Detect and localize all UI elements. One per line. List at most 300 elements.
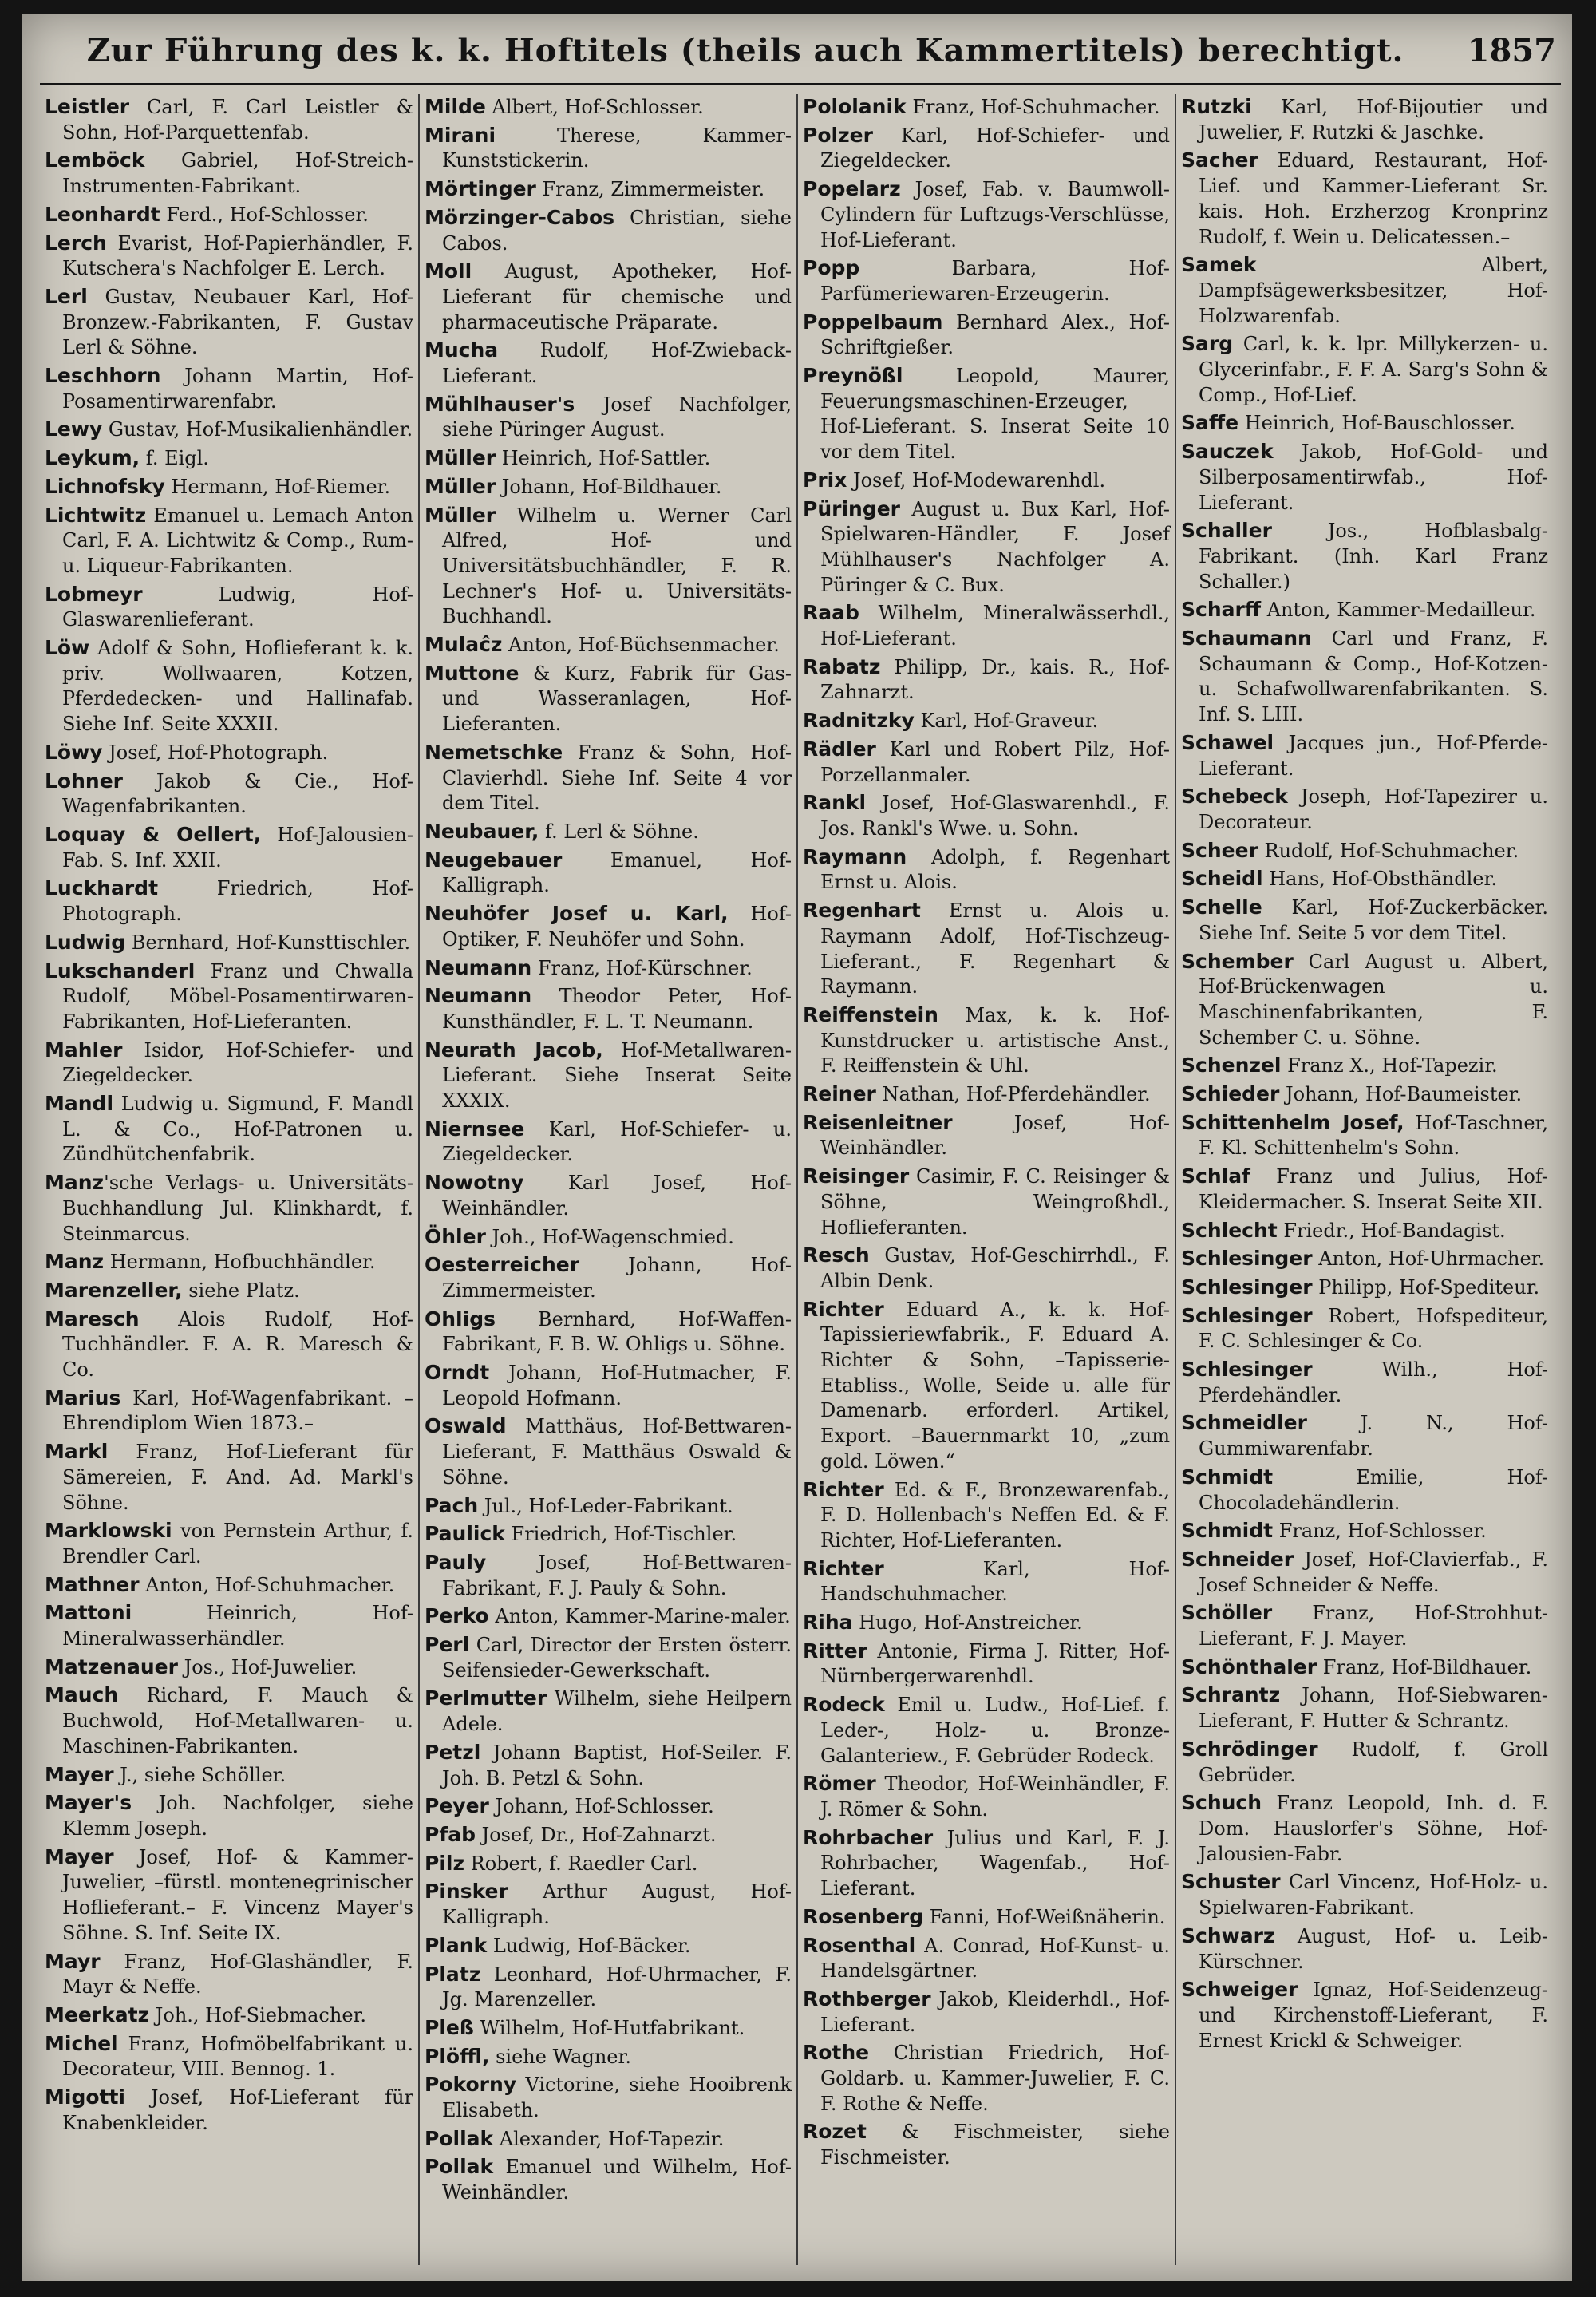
directory-entry bbox=[1181, 1737, 1548, 1788]
entry-text: Hermann, Hof-Riemer. bbox=[164, 475, 391, 498]
entry-text: Franz und Julius, Hof-Kleidermacher. S. Inserat Seite XII. bbox=[1199, 1165, 1548, 1213]
directory-entry bbox=[1181, 252, 1548, 329]
entry-text: Leopold, Maurer, Feuerungsmaschinen-Erzeuger, Hof-Lieferant. S. Inserat Seite 10 vor dem Titel. bbox=[820, 365, 1170, 464]
directory-entry bbox=[45, 2031, 413, 2082]
directory-entry bbox=[45, 1762, 413, 1789]
column-2 bbox=[418, 94, 796, 2265]
entry-name: Römer bbox=[803, 1772, 876, 1796]
entry-name: Sacher bbox=[1181, 148, 1258, 172]
directory-entry bbox=[425, 1117, 792, 1168]
directory-entry bbox=[425, 1252, 792, 1303]
entry-name: Riha bbox=[803, 1611, 853, 1635]
entry-text: Ludwig, Hof-Bäcker. bbox=[487, 1934, 691, 1957]
entry-text: Hugo, Hof-Anstreicher. bbox=[852, 1611, 1083, 1635]
entry-name: Leonhardt bbox=[45, 202, 160, 226]
entry-text: Theodor Peter, Hof-Kunsthändler, F. L. T. Neumann. bbox=[442, 985, 792, 1033]
entry-text: Johann Baptist, Hof-Seiler. F. Joh. B. Petzl & Sohn. bbox=[442, 1741, 792, 1789]
directory-entry bbox=[1181, 626, 1548, 728]
entry-name: Schlesinger bbox=[1181, 1275, 1313, 1299]
entry-text: Friedr., Hof-Bandagist. bbox=[1277, 1219, 1506, 1242]
directory-entry bbox=[45, 2085, 413, 2136]
entry-text: Nathan, Hof-Pferdehändler. bbox=[875, 1083, 1151, 1106]
directory-entry bbox=[1181, 94, 1548, 145]
directory-entry bbox=[45, 363, 413, 414]
directory-entry bbox=[803, 94, 1170, 121]
directory-page bbox=[22, 14, 1572, 2281]
entry-name: Peyer bbox=[425, 1794, 489, 1818]
entry-text: Franz, Hof-Lieferant für Sämereien, F. And. Ad. Markl's Söhne. bbox=[62, 1441, 413, 1514]
entry-text: Barbara, Hof-Parfümeriewaren-Erzeugerin. bbox=[820, 257, 1170, 305]
directory-entry bbox=[803, 1904, 1170, 1931]
directory-entry bbox=[45, 959, 413, 1035]
entry-name: Schuch bbox=[1181, 1791, 1262, 1815]
directory-entry bbox=[45, 1170, 413, 1247]
entry-text: Karl, Hof-Wagenfabrikant. –Ehrendiplom Wien 1873.– bbox=[62, 1386, 413, 1435]
directory-entry bbox=[45, 1572, 413, 1599]
entry-name: Marenzeller, bbox=[45, 1278, 183, 1302]
entry-text: Hof-Metallwaren-Lieferant. Siehe Inserat Seite XXXIX. bbox=[442, 1038, 792, 1113]
entry-text: Franz, Hof-Schlosser. bbox=[1273, 1520, 1487, 1543]
directory-entry bbox=[425, 2044, 792, 2070]
entry-text: Christian, siehe Cabos. bbox=[442, 206, 792, 255]
directory-entry bbox=[425, 1413, 792, 1490]
directory-entry bbox=[803, 708, 1170, 734]
entry-text: Eduard, Restaurant, Hof-Lief. und Kammer-Lieferant Sr. kais. Hoh. Erzherzog Kronprinz Rudolf, f. Wein u. Delicatessen.– bbox=[1199, 149, 1548, 248]
entry-text: Emilie, Hof-Chocoladehändlerin. bbox=[1199, 1465, 1548, 1514]
column-4 bbox=[1175, 94, 1553, 2265]
entry-text: Karl, Hof-Graveur. bbox=[914, 710, 1099, 733]
entry-text: Johann, Hof-Schlosser. bbox=[488, 1795, 714, 1818]
entry-text: Karl und Robert Pilz, Hof-Porzellanmaler. bbox=[820, 737, 1170, 786]
directory-entry bbox=[803, 1110, 1170, 1161]
entry-name: Müller bbox=[425, 474, 496, 498]
entry-text: Joh., Hof-Siebmacher. bbox=[149, 2003, 366, 2026]
directory-entry bbox=[425, 1632, 792, 1683]
directory-entry bbox=[1181, 597, 1548, 623]
entry-text: Josef, Hof-Glaswarenhdl., F. Jos. Rankl's Wwe. u. Sohn. bbox=[820, 792, 1170, 840]
directory-entry bbox=[803, 1477, 1170, 1554]
entry-text: Jul., Hof-Leder-Fabrikant. bbox=[478, 1494, 733, 1517]
page-header bbox=[22, 14, 1572, 85]
entry-name: Löw bbox=[45, 636, 90, 660]
entry-name: Richter bbox=[803, 1297, 884, 1321]
directory-entry bbox=[425, 1550, 792, 1601]
directory-entry bbox=[425, 1879, 792, 1930]
directory-entry bbox=[425, 1686, 792, 1737]
entry-name: Reiner bbox=[803, 1082, 876, 1106]
entry-text: Karl, Hof-Handschuhmacher. bbox=[820, 1557, 1170, 1606]
directory-entry bbox=[425, 259, 792, 335]
entry-name: Pilz bbox=[425, 1851, 465, 1875]
directory-entry bbox=[425, 1493, 792, 1520]
entry-name: Schlesinger bbox=[1181, 1247, 1313, 1271]
entry-name: Maresch bbox=[45, 1307, 140, 1330]
entry-text: August, Apotheker, Hof-Lieferant für chemische und pharmaceutische Präparate. bbox=[442, 260, 792, 334]
entry-name: Schrantz bbox=[1181, 1683, 1281, 1707]
entry-name: Pleß bbox=[425, 2015, 474, 2039]
entry-name: Mörzinger-Cabos bbox=[425, 205, 615, 229]
entry-name: Mörtinger bbox=[425, 177, 536, 201]
entry-name: Pinsker bbox=[425, 1880, 508, 1904]
directory-entry bbox=[1181, 1869, 1548, 1920]
entry-name: Nowotny bbox=[425, 1171, 524, 1195]
directory-entry bbox=[803, 1639, 1170, 1690]
entry-text: Anton, Kammer-Medailleur. bbox=[1261, 599, 1536, 622]
entry-name: Schlecht bbox=[1181, 1218, 1278, 1242]
directory-entry bbox=[1181, 1518, 1548, 1544]
entry-name: Reiffenstein bbox=[803, 1002, 938, 1026]
entry-text: Emanuel u. Lemach Anton Carl, F. A. Lichtwitz & Comp., Rum- u. Liqueur-Fabrikanten. bbox=[62, 504, 413, 577]
entry-name: Mathner bbox=[45, 1572, 140, 1596]
directory-entry bbox=[1181, 518, 1548, 595]
entry-name: Niernsee bbox=[425, 1117, 525, 1141]
column-1 bbox=[40, 94, 418, 2265]
entry-text: Franz, Hofmöbelfabrikant u. Decorateur, VIII. Bennog. 1. bbox=[62, 2032, 413, 2081]
entry-text: Hans, Hof-Obsthändler. bbox=[1262, 868, 1497, 891]
entry-text: Joh. Nachfolger, siehe Klemm Joseph. bbox=[62, 1792, 413, 1840]
entry-name: Neugebauer bbox=[425, 848, 563, 872]
directory-entry bbox=[1181, 1303, 1548, 1354]
directory-entry bbox=[425, 1603, 792, 1630]
directory-entry bbox=[45, 1655, 413, 1681]
entry-name: Sauczek bbox=[1181, 440, 1274, 464]
directory-entry bbox=[425, 503, 792, 631]
entry-text: Emanuel und Wilhelm, Hof-Weinhändler. bbox=[442, 2156, 792, 2204]
directory-entry bbox=[425, 1307, 792, 1358]
directory-entry bbox=[45, 822, 413, 873]
entry-name: Nemetschke bbox=[425, 740, 563, 764]
entry-text: Carl, k. k. lpr. Millykerzen- u. Glycerinfabr., F. F. A. Sarg's Sohn & Comp., Hof-Lief. bbox=[1199, 333, 1548, 406]
directory-entry bbox=[425, 1360, 792, 1411]
directory-entry bbox=[45, 474, 413, 500]
directory-entry bbox=[425, 901, 792, 952]
entry-name: Pollak bbox=[425, 2126, 494, 2150]
directory-columns bbox=[40, 94, 1555, 2265]
entry-text: Ernst u. Alois u. Raymann Adolf, Hof-Tischzeug-Lieferant., F. Regenhart & Raymann. bbox=[820, 899, 1170, 998]
directory-entry bbox=[803, 1081, 1170, 1108]
directory-entry bbox=[1181, 1547, 1548, 1598]
entry-text: Jos., Hofblasbalg-Fabrikant. (Inh. Karl Franz Schaller.) bbox=[1199, 520, 1548, 593]
entry-text: siehe Platz. bbox=[182, 1279, 300, 1302]
directory-entry bbox=[1181, 1977, 1548, 2054]
entry-text: Bernhard, Hof-Kunsttischler. bbox=[125, 931, 411, 954]
directory-entry bbox=[1181, 866, 1548, 892]
directory-entry bbox=[45, 1682, 413, 1759]
entry-text: von Pernstein Arthur, f. Brendler Carl. bbox=[62, 1520, 413, 1568]
entry-text: Anton, Hof-Büchsenmacher. bbox=[502, 634, 780, 657]
entry-name: Muttone bbox=[425, 661, 519, 685]
directory-entry bbox=[45, 635, 413, 737]
entry-name: Ludwig bbox=[45, 930, 126, 954]
entry-name: Öhler bbox=[425, 1224, 486, 1248]
entry-text: Ludwig, Hof-Glaswarenlieferant. bbox=[62, 583, 413, 631]
entry-text: Franz, Hof-Glashändler, F. Mayr & Neffe. bbox=[62, 1950, 413, 1999]
entry-text: Carl und Franz, F. Schaumann & Comp., Hof-Kotzen- u. Schafwollwarenfabrikanten. S. Inf. S. LIII. bbox=[1199, 627, 1548, 726]
entry-text: Julius und Karl, F. J. Rohrbacher, Wagenfab., Hof-Lieferant. bbox=[820, 1826, 1170, 1900]
entry-name: Schlesinger bbox=[1181, 1303, 1313, 1327]
entry-text: A. Conrad, Hof-Kunst- u. Handelsgärtner. bbox=[820, 1934, 1170, 1983]
entry-text: Ferd., Hof-Schlosser. bbox=[160, 203, 369, 226]
directory-entry bbox=[45, 503, 413, 579]
directory-entry bbox=[803, 2119, 1170, 2170]
entry-name: Mayer bbox=[45, 1762, 114, 1786]
directory-entry bbox=[803, 1987, 1170, 2038]
entry-text: Therese, Kammer-Kunststickerin. bbox=[442, 124, 792, 172]
entry-name: Rodeck bbox=[803, 1693, 885, 1717]
entry-text: Joseph, Hof-Tapezirer u. Decorateur. bbox=[1199, 785, 1548, 833]
entry-name: Platz bbox=[425, 1962, 481, 1986]
entry-name: Scheidl bbox=[1181, 867, 1263, 891]
entry-text: Karl, Hof-Schiefer- und Ziegeldecker. bbox=[820, 124, 1170, 172]
directory-entry bbox=[803, 654, 1170, 706]
entry-text: Carl, Director der Ersten österr. Seifensieder-Gewerkschaft. bbox=[442, 1634, 792, 1682]
directory-entry bbox=[1181, 1465, 1548, 1516]
entry-text: siehe Wagner. bbox=[489, 2045, 631, 2068]
entry-text: Alois Rudolf, Hof-Tuchhändler. F. A. R. Maresch & Co. bbox=[62, 1307, 413, 1382]
entry-name: Reisenleitner bbox=[803, 1110, 953, 1134]
directory-entry bbox=[45, 2002, 413, 2029]
directory-entry bbox=[425, 1933, 792, 1959]
entry-name: Neuhöfer Josef u. Karl, bbox=[425, 902, 729, 926]
entry-name: Schuster bbox=[1181, 1870, 1281, 1894]
entry-text: Wilhelm u. Werner Carl Alfred, Hof- und Universitätsbuchhändler, F. R. Lechner's Hof- u. Universitäts-Buchhandl. bbox=[442, 504, 792, 628]
entry-text: Josef Nachfolger, siehe Püringer August. bbox=[442, 393, 792, 441]
directory-entry bbox=[803, 123, 1170, 174]
entry-name: Mandl bbox=[45, 1092, 114, 1116]
header-rule bbox=[40, 83, 1561, 85]
entry-text: Hof-Optiker, F. Neuhöfer und Sohn. bbox=[442, 903, 792, 951]
entry-name: Luckhardt bbox=[45, 876, 159, 900]
entry-name: Rankl bbox=[803, 791, 867, 815]
directory-entry bbox=[1181, 1410, 1548, 1461]
entry-name: Manz bbox=[45, 1250, 105, 1274]
entry-name: Radnitzky bbox=[803, 709, 915, 733]
entry-text: Jos., Hof-Juwelier. bbox=[177, 1655, 358, 1678]
entry-name: Schneider bbox=[1181, 1547, 1294, 1571]
directory-entry bbox=[1181, 1053, 1548, 1079]
entry-name: Scheer bbox=[1181, 838, 1258, 862]
entry-name: Mayer's bbox=[45, 1791, 132, 1815]
entry-text: Ed. & F., Bronzewarenfab., F. D. Hollenbach's Neffen Ed. & F. Richter, Hof-Lieferanten. bbox=[820, 1478, 1170, 1552]
entry-text: Anton, Kammer-Marine-maler. bbox=[488, 1605, 791, 1628]
entry-name: Oesterreicher bbox=[425, 1253, 580, 1277]
entry-name: Leykum, bbox=[45, 446, 140, 470]
entry-name: Schaumann bbox=[1181, 627, 1312, 650]
entry-name: Pollak bbox=[425, 2155, 494, 2179]
entry-name: Lobmeyr bbox=[45, 582, 143, 606]
page-title: Zur Führung des k. k. Hoftitels (theils auch Kammertitels) berechtigt. bbox=[86, 32, 1404, 69]
directory-entry bbox=[803, 310, 1170, 361]
entry-name: Schlesinger bbox=[1181, 1358, 1313, 1382]
entry-text: August, Hof- u. Leib-Kürschner. bbox=[1199, 1924, 1548, 1973]
entry-name: Moll bbox=[425, 259, 472, 283]
entry-name: Rutzki bbox=[1181, 95, 1252, 118]
entry-name: Schebeck bbox=[1181, 785, 1288, 808]
entry-name: Regenhart bbox=[803, 899, 921, 923]
directory-entry bbox=[425, 1038, 792, 1114]
entry-name: Schöller bbox=[1181, 1601, 1273, 1625]
entry-name: Pokorny bbox=[425, 2073, 517, 2097]
directory-entry bbox=[803, 176, 1170, 253]
entry-text: Josef, Hof-Lieferant für Knabenkleider. bbox=[62, 2086, 413, 2134]
entry-name: Schenzel bbox=[1181, 1054, 1282, 1077]
entry-text: Bernhard Alex., Hof-Schriftgießer. bbox=[820, 310, 1170, 359]
directory-entry bbox=[1181, 1357, 1548, 1408]
entry-name: Ohligs bbox=[425, 1307, 496, 1330]
directory-entry bbox=[425, 632, 792, 658]
directory-entry bbox=[1181, 1246, 1548, 1272]
entry-text: Johann, Hof-Zimmermeister. bbox=[442, 1254, 792, 1302]
entry-text: Franz Leopold, Inh. d. F. Dom. Hauslorfer's Söhne, Hof-Jalousien-Fabr. bbox=[1199, 1792, 1548, 1865]
entry-name: Mulaĉz bbox=[425, 633, 503, 657]
directory-entry bbox=[803, 1297, 1170, 1475]
directory-entry bbox=[1181, 331, 1548, 408]
entry-text: Heinrich, Hof-Bauschlosser. bbox=[1238, 412, 1515, 435]
directory-entry bbox=[803, 1933, 1170, 1984]
entry-text: Johann Martin, Hof-Posamentirwarenfabr. bbox=[62, 365, 413, 413]
directory-entry bbox=[425, 474, 792, 500]
entry-name: Püringer bbox=[803, 496, 900, 520]
entry-text: Eduard A., k. k. Hof-Tapissieriewfabrik., F. Eduard A. Richter & Sohn, –Tapisserie-Etabliss., Wolle, Seide u. alle für Damenarb. erforderl. Artikel, Export. –Bauernmarkt 10, „zum gold. Löwen.“ bbox=[820, 1298, 1170, 1473]
entry-name: Pach bbox=[425, 1493, 479, 1517]
entry-name: Migotti bbox=[45, 2085, 125, 2109]
entry-text: Carl August u. Albert, Hof-Brückenwagen u. Maschinenfabrikanten, F. Schember C. u. Söhne. bbox=[1199, 950, 1548, 1049]
entry-text: Evarist, Hof-Papierhändler, F. Kutschera's Nachfolger E. Lerch. bbox=[62, 231, 413, 280]
directory-entry bbox=[425, 2072, 792, 2123]
entry-name: Mucha bbox=[425, 338, 499, 362]
directory-entry bbox=[803, 363, 1170, 465]
entry-name: Schieder bbox=[1181, 1082, 1280, 1106]
entry-text: Alexander, Hof-Tapezir. bbox=[493, 2127, 725, 2150]
directory-entry bbox=[45, 231, 413, 282]
entry-name: Mirani bbox=[425, 123, 496, 147]
entry-text: Josef, Hof-Bettwaren-Fabrikant, F. J. Pauly & Sohn. bbox=[442, 1551, 792, 1599]
directory-entry bbox=[45, 1386, 413, 1437]
entry-text: Josef, Dr., Hof-Zahnarzt. bbox=[475, 1824, 717, 1846]
entry-text: Albert, Dampfsägewerksbesitzer, Hof-Holzwarenfab. bbox=[1199, 254, 1548, 327]
directory-entry bbox=[425, 392, 792, 443]
entry-name: Pfab bbox=[425, 1823, 476, 1846]
entry-name: Saffe bbox=[1181, 411, 1239, 435]
entry-text: Karl, Hof-Bijoutier und Juwelier, F. Rutzki & Jaschke. bbox=[1199, 96, 1548, 144]
entry-name: Milde bbox=[425, 95, 486, 118]
entry-text: Philipp, Hof-Spediteur. bbox=[1312, 1275, 1540, 1299]
entry-name: Samek bbox=[1181, 253, 1257, 277]
entry-name: Mahler bbox=[45, 1038, 123, 1062]
entry-text: Josef, Hof-Photograph. bbox=[102, 741, 329, 764]
directory-entry bbox=[803, 1164, 1170, 1240]
directory-entry bbox=[45, 1600, 413, 1651]
directory-entry bbox=[45, 1518, 413, 1569]
directory-entry bbox=[425, 94, 792, 121]
entry-name: Ritter bbox=[803, 1639, 868, 1662]
directory-entry bbox=[425, 338, 792, 389]
entry-text: Max, k. k. Hof-Kunstdrucker u. artistische Anst., F. Reiffenstein & Uhl. bbox=[820, 1003, 1170, 1077]
entry-text: Franz, Hof-Strohhut-Lieferant, F. J. Mayer. bbox=[1199, 1602, 1548, 1651]
entry-text: Jakob, Hof-Gold- und Silberposamentirwfab., Hof-Lieferant. bbox=[1199, 441, 1548, 514]
entry-text: Robert, Hofspediteur, F. C. Schlesinger & Co. bbox=[1199, 1304, 1548, 1353]
directory-entry bbox=[425, 123, 792, 174]
entry-name: Neurath Jacob, bbox=[425, 1038, 603, 1062]
entry-name: Orndt bbox=[425, 1361, 490, 1385]
entry-text: Josef, Hof- & Kammer-Juwelier, –fürstl. montenegrinischer Hoflieferant.– F. Vincenz Mayer's Söhne. S. Inf. Seite IX. bbox=[62, 1845, 413, 1944]
entry-name: Lerch bbox=[45, 231, 107, 255]
entry-text: Heinrich, Hof-Mineralwasserhändler. bbox=[62, 1602, 413, 1651]
directory-entry bbox=[1181, 1655, 1548, 1681]
directory-entry bbox=[1181, 838, 1548, 864]
entry-name: Popp bbox=[803, 256, 860, 280]
entry-name: Schlaf bbox=[1181, 1164, 1250, 1188]
directory-entry bbox=[45, 1790, 413, 1841]
entry-text: Wilh., Hof-Pferdehändler. bbox=[1199, 1358, 1548, 1406]
directory-entry bbox=[425, 2154, 792, 2205]
directory-entry bbox=[1181, 1081, 1548, 1108]
directory-entry bbox=[1181, 410, 1548, 437]
directory-entry bbox=[1181, 1682, 1548, 1734]
entry-text: Jakob, Kleiderhdl., Hof-Lieferant. bbox=[820, 1987, 1170, 2036]
entry-name: Meerkatz bbox=[45, 2002, 150, 2026]
entry-text: August u. Bux Karl, Hof-Spielwaren-Händler, F. Josef Mühlhauser's Nachfolger A. Püringer & C. Bux. bbox=[820, 497, 1170, 596]
entry-text: Wilhelm, Hof-Hutfabrikant. bbox=[473, 2016, 745, 2039]
entry-text: Robert, f. Raedler Carl. bbox=[464, 1852, 698, 1875]
directory-entry bbox=[1181, 1790, 1548, 1867]
entry-text: Wilhelm, siehe Heilpern Adele. bbox=[442, 1687, 792, 1736]
entry-name: Markl bbox=[45, 1440, 109, 1464]
directory-entry bbox=[425, 1851, 792, 1877]
entry-name: Scharff bbox=[1181, 598, 1262, 622]
entry-name: Perlmutter bbox=[425, 1686, 547, 1710]
directory-entry bbox=[425, 176, 792, 203]
entry-name: Rohrbacher bbox=[803, 1825, 934, 1849]
entry-text: Isidor, Hof-Schiefer- und Ziegeldecker. bbox=[62, 1038, 413, 1087]
entry-name: Schönthaler bbox=[1181, 1655, 1317, 1678]
entry-name: Petzl bbox=[425, 1740, 481, 1764]
directory-entry bbox=[1181, 1218, 1548, 1244]
entry-text: Friedrich, Hof-Tischler. bbox=[504, 1523, 737, 1546]
entry-name: Raab bbox=[803, 601, 859, 625]
directory-entry bbox=[803, 496, 1170, 599]
entry-name: Lichtwitz bbox=[45, 503, 147, 527]
directory-entry bbox=[425, 2015, 792, 2042]
entry-text: Johann, Hof-Baumeister. bbox=[1279, 1083, 1523, 1106]
entry-text: Heinrich, Hof-Sattler. bbox=[496, 447, 711, 470]
entry-text: Karl, Hof-Schiefer- u. Ziegeldecker. bbox=[442, 1117, 792, 1166]
entry-name: Marius bbox=[45, 1386, 121, 1409]
entry-text: Friedrich, Hof-Photograph. bbox=[62, 877, 413, 926]
entry-name: Lohner bbox=[45, 769, 123, 793]
directory-entry bbox=[425, 1224, 792, 1251]
entry-name: Perko bbox=[425, 1604, 489, 1628]
entry-name: Neumann bbox=[425, 984, 532, 1008]
directory-entry bbox=[803, 737, 1170, 788]
entry-text: Philipp, Dr., kais. R., Hof-Zahnarzt. bbox=[820, 655, 1170, 704]
entry-text: Anton, Hof-Schuhmacher. bbox=[139, 1573, 395, 1596]
entry-name: Richter bbox=[803, 1556, 884, 1580]
entry-text: Casimir, F. C. Reisinger & Söhne, Weingroßhdl., Hoflieferanten. bbox=[820, 1165, 1170, 1239]
entry-text: Leonhard, Hof-Uhrmacher, F. Jg. Marenzeller. bbox=[442, 1963, 792, 2011]
entry-text: Antonie, Firma J. Ritter, Hof-Nürnbergerwarenhdl. bbox=[820, 1639, 1170, 1688]
directory-entry bbox=[803, 1556, 1170, 1607]
directory-entry bbox=[803, 844, 1170, 895]
directory-entry bbox=[425, 1170, 792, 1221]
entry-text: Arthur August, Hof-Kalligraph. bbox=[442, 1880, 792, 1929]
entry-name: Reisinger bbox=[803, 1164, 910, 1188]
entry-name: Müller bbox=[425, 503, 496, 527]
entry-name: Plöffl, bbox=[425, 2044, 490, 2068]
entry-text: Gabriel, Hof-Streich-Instrumenten-Fabrikant. bbox=[62, 149, 413, 198]
entry-text: Johann, Hof-Bildhauer. bbox=[496, 475, 722, 498]
entry-text: Rudolf, Hof-Schuhmacher. bbox=[1258, 839, 1519, 862]
